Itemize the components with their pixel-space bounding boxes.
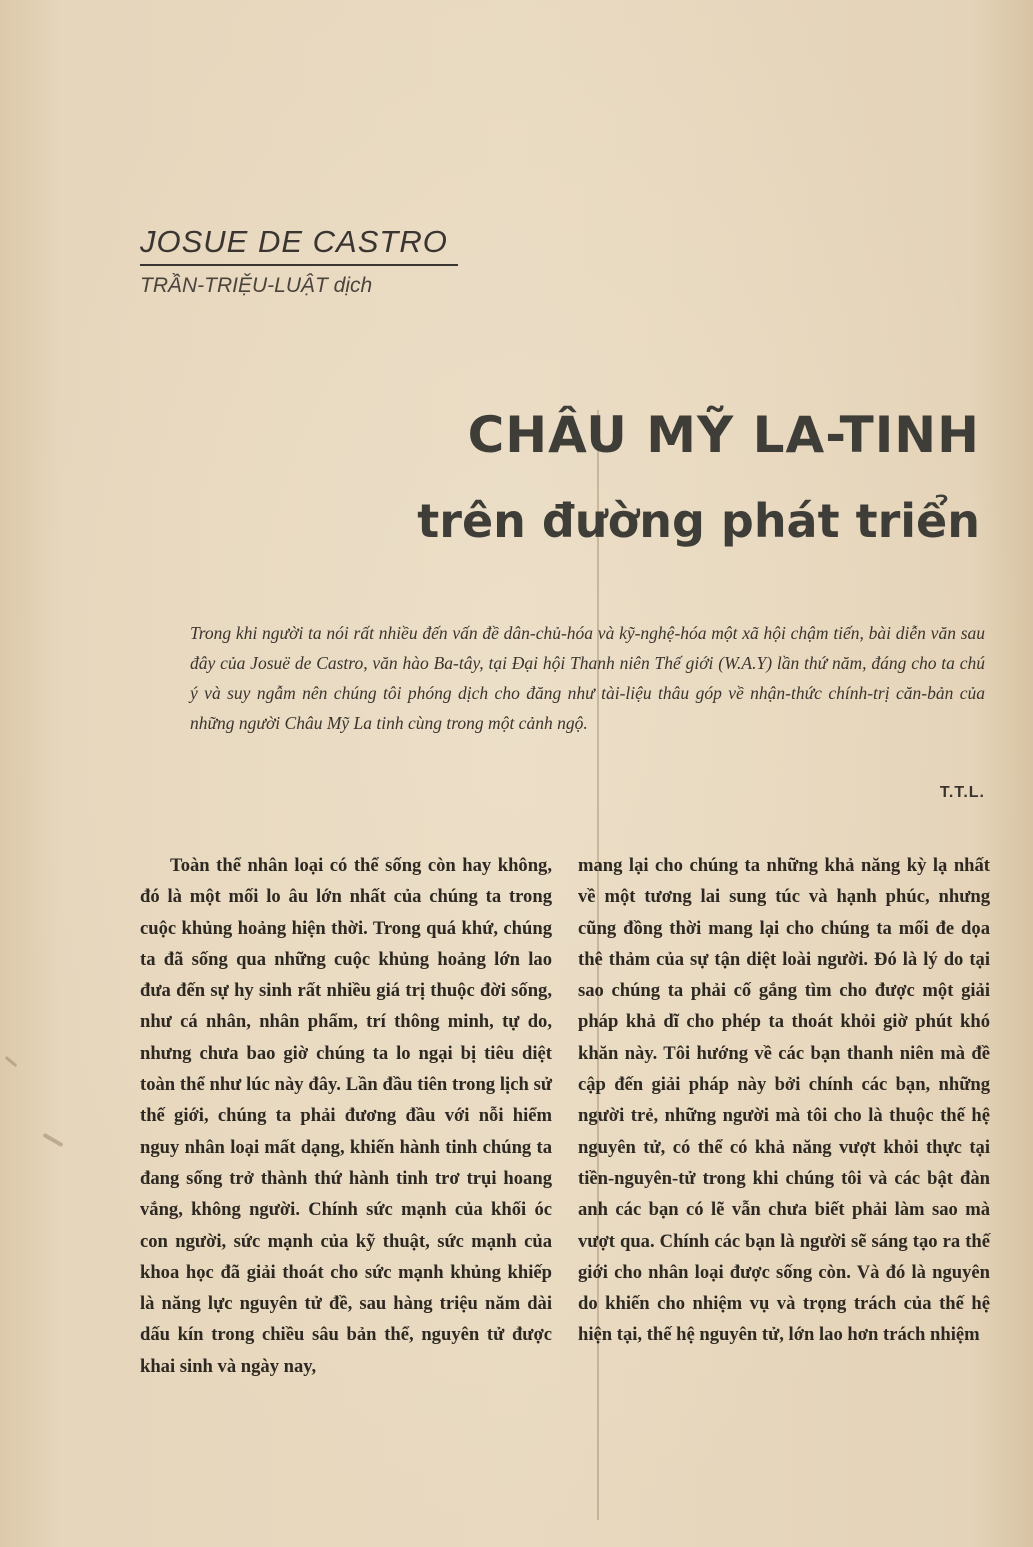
author-name: JOSUE DE CASTRO	[140, 224, 448, 259]
body-column-left: Toàn thể nhân loại có thể sống còn hay không, đó là một mối lo âu lớn nhất của chúng ta trong cuộc khủng hoảng hiện thời. Trong quá khứ, chúng ta đã sống qua những cuộc khủng hoảng lớn lao đưa đến sự hy sinh rất nhiều giá trị thuộc đời sống, như cá nhân, nhân phẩm, trí thông minh, tự do, nhưng chưa bao giờ chúng ta lo ngại bị tiêu diệt toàn thể như lúc này đây. Lần đầu tiên trong lịch sử thế giới, chúng ta phải đương đầu với nỗi hiểm nguy nhân loại mất dạng, khiến hành tinh chúng ta đang sống trở thành thứ hành tinh trơ trụi hoang vắng, không người. Chính sức mạnh của khối óc con người, sức mạnh của kỹ thuật, sức mạnh của khoa học đã giải thoát cho sức mạnh khủng khiếp là năng lực nguyên tử đề, sau hàng triệu năm dài dấu kín trong chiều sâu bản thể, nguyên tử được khai sinh và ngày nay,	[140, 855, 552, 1377]
intro-signature: T.T.L.	[939, 784, 985, 801]
intro-paragraph: Trong khi người ta nói rất nhiều đến vấn đề dân-chủ-hóa và kỹ-nghệ-hóa một xã hội chậm tiến, bài diễn văn sau đây của Josuë de Castro, văn hào Ba-tây, tại Đại hội Thanh niên Thế giới (W.A.Y) lần thứ năm, đáng cho ta chú ý và suy ngẫm nên chúng tôi phóng dịch cho đăng như tài-liệu thâu góp về nhận-thức chính-trị căn-bản của những người Châu Mỹ La tinh cùng trong một cảnh ngộ.	[190, 623, 985, 733]
paper-mark	[42, 1133, 63, 1147]
article-subtitle: trên đường phát triển	[417, 494, 980, 548]
paper-mark	[5, 1056, 18, 1067]
translator-credit: TRẦN-TRIỆU-LUẬT dịch	[140, 274, 373, 297]
byline	[140, 222, 460, 300]
body-column-right: mang lại cho chúng ta những khả năng kỳ lạ nhất về một tương lai sung túc và hạnh phúc, nhưng cũng đồng thời mang lại cho chúng ta mối đe dọa thê thảm của sự tận diệt loài người. Đó là lý do tại sao chúng ta phải cố gắng tìm cho được một giải pháp khả dĩ cho phép ta thoát khỏi giờ phút khó khăn này. Tôi hướng về các bạn thanh niên mà đề cập đến giải pháp này bởi chính các bạn, những người trẻ, những người mà tôi cho là thuộc thế hệ nguyên tử, có thể có khả năng vượt khỏi thực tại tiền-nguyên-tử trong khi chúng tôi và các bật đàn anh các bạn có lẽ vẫn chưa biết phải làm sao mà vượt qua. Chính các bạn là người sẽ sáng tạo ra thế giới cho nhân loại được sống còn. Và đó là nguyên do khiến cho nhiệm vụ và trọng trách của thế hệ hiện tại, thế hệ nguyên tử, lớn lao hơn trách nhiệm	[578, 855, 990, 1346]
article-title: CHÂU MỸ LA-TINH	[467, 406, 980, 464]
byline-divider	[140, 264, 458, 266]
